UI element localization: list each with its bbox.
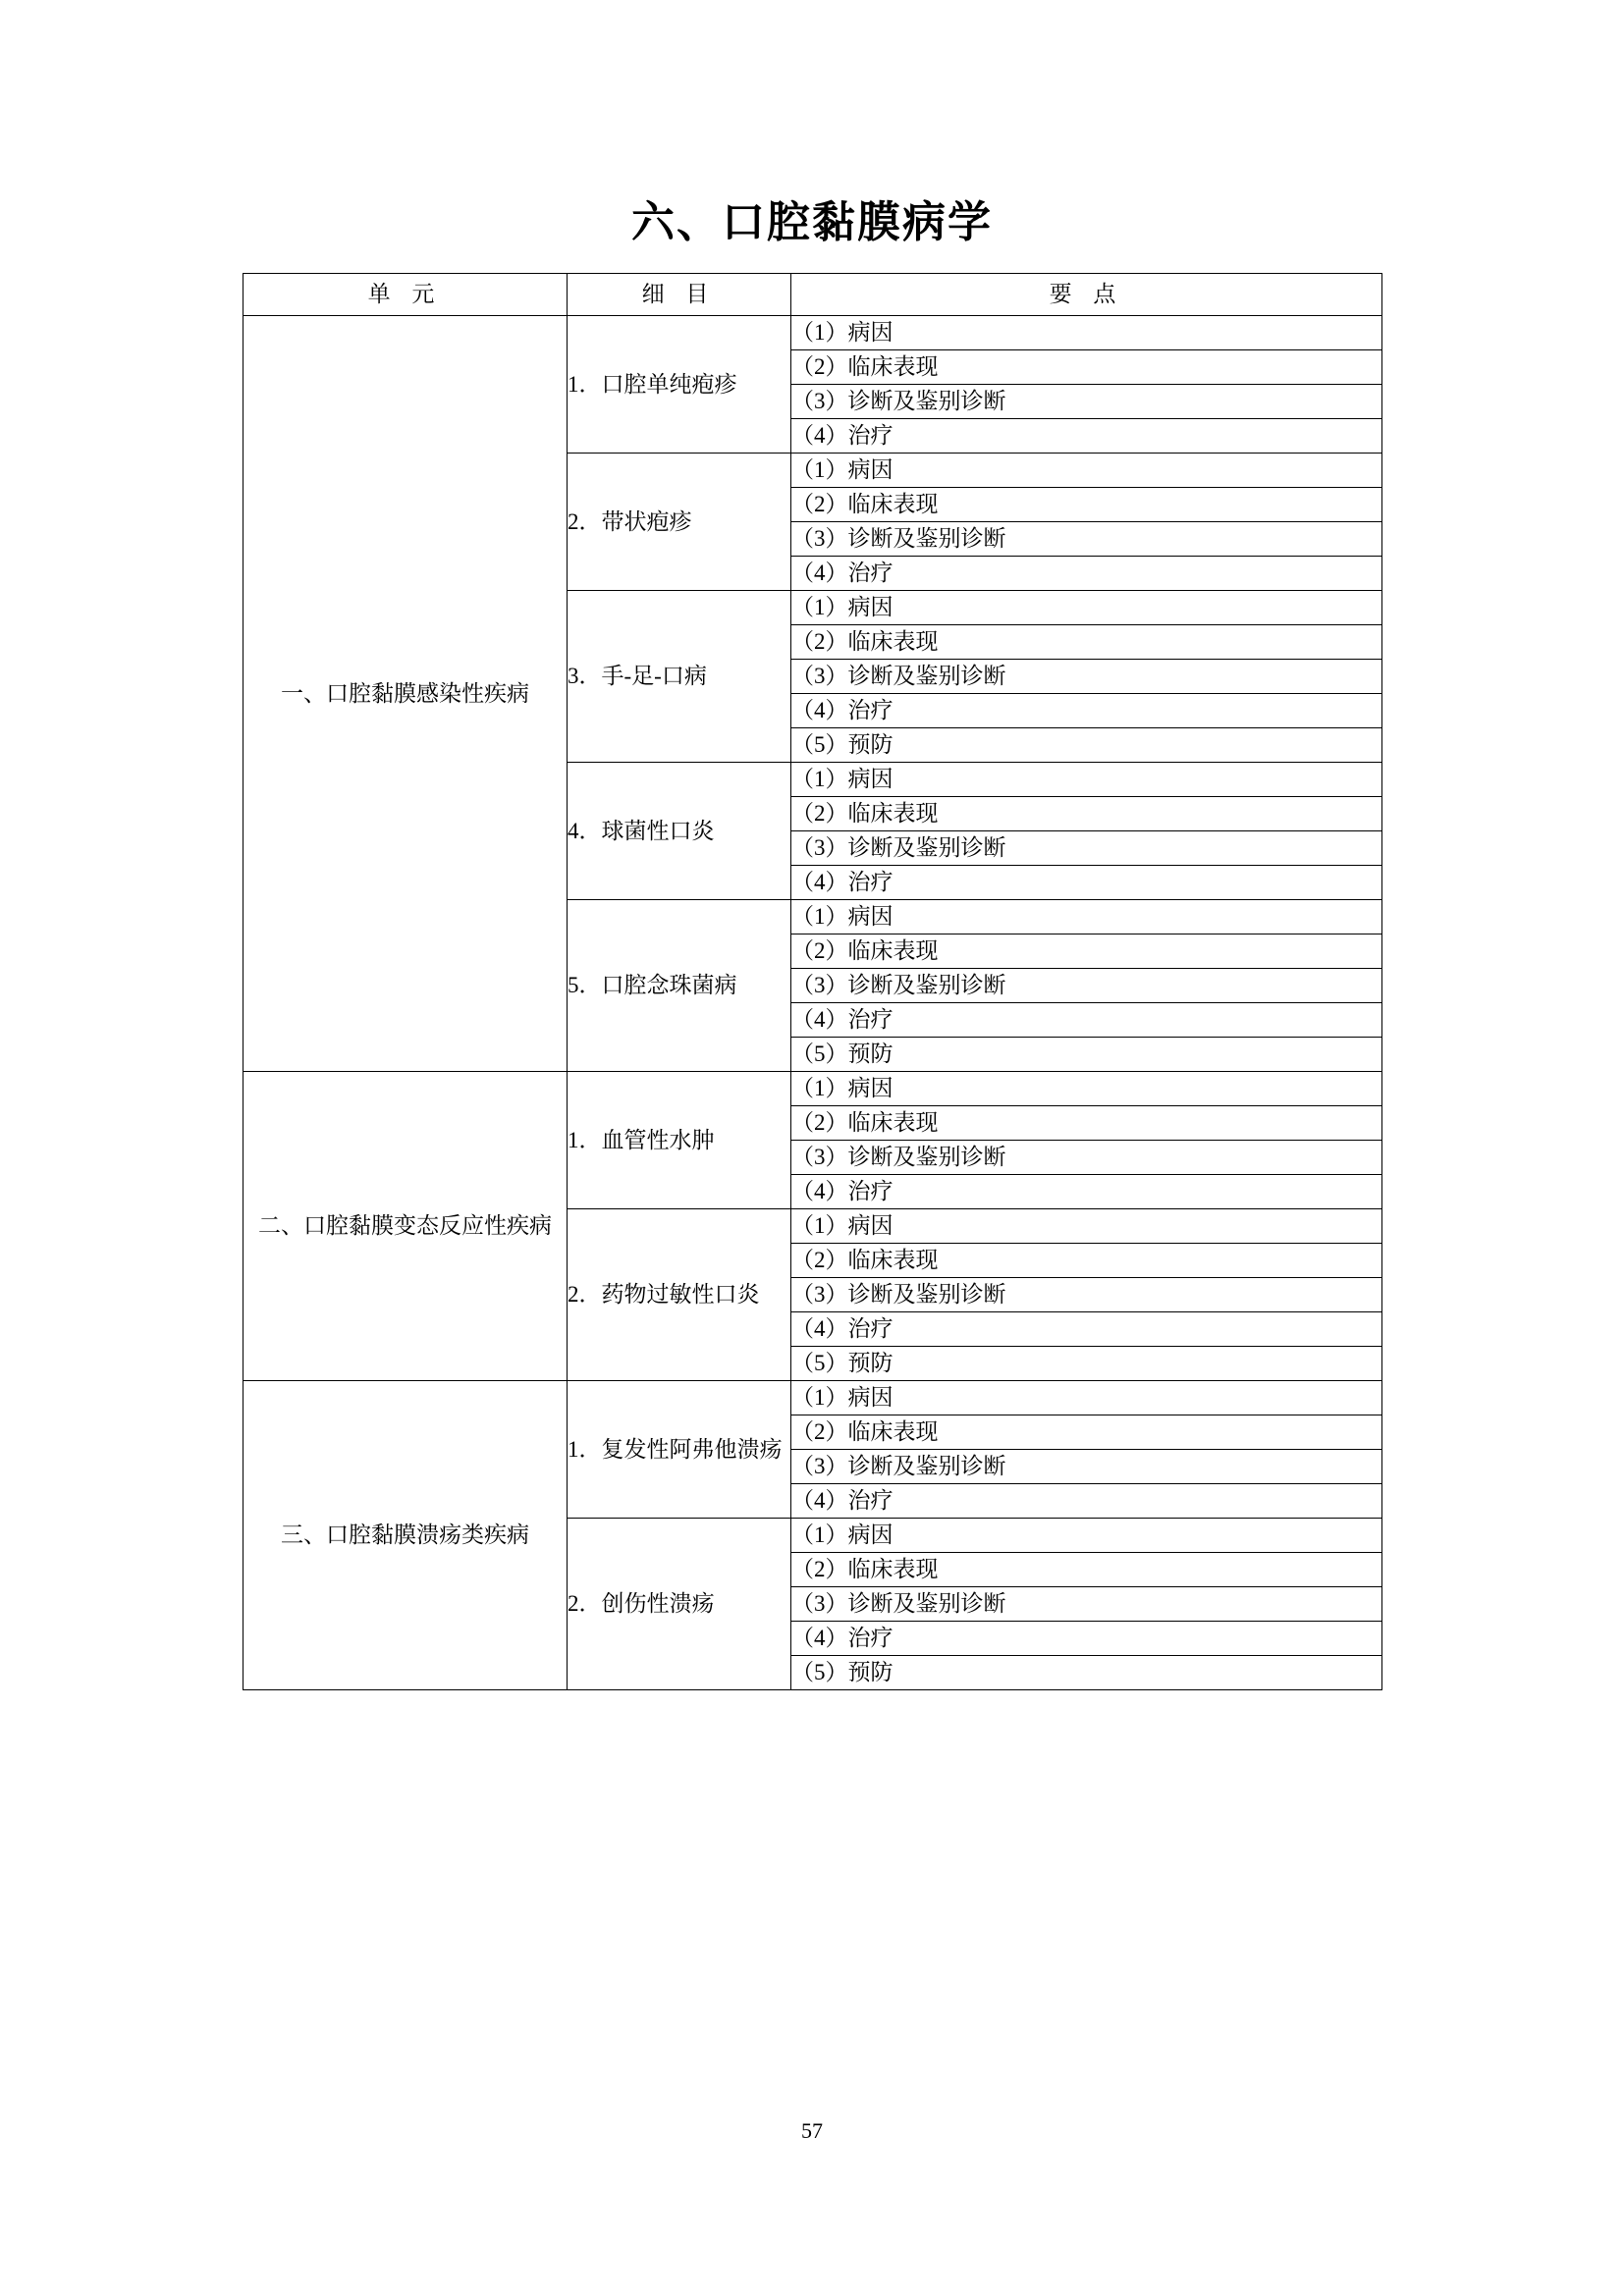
point-cell: （2）临床表现 bbox=[791, 797, 1382, 831]
point-cell: （4）治疗 bbox=[791, 1484, 1382, 1519]
subject-cell: 2．药物过敏性口炎 bbox=[568, 1209, 791, 1381]
unit-cell: 三、口腔黏膜溃疡类疾病 bbox=[244, 1381, 568, 1690]
point-cell: （2）临床表现 bbox=[791, 1415, 1382, 1450]
point-cell: （2）临床表现 bbox=[791, 625, 1382, 660]
point-cell: （3）诊断及鉴别诊断 bbox=[791, 1141, 1382, 1175]
point-cell: （5）预防 bbox=[791, 728, 1382, 763]
point-cell: （1）病因 bbox=[791, 1519, 1382, 1553]
point-cell: （2）临床表现 bbox=[791, 1553, 1382, 1587]
point-cell: （2）临床表现 bbox=[791, 934, 1382, 969]
table-row bbox=[244, 316, 1382, 350]
point-cell: （4）治疗 bbox=[791, 694, 1382, 728]
subject-cell: 1．血管性水肿 bbox=[568, 1072, 791, 1209]
point-cell: （1）病因 bbox=[791, 1209, 1382, 1244]
point-cell: （3）诊断及鉴别诊断 bbox=[791, 1450, 1382, 1484]
point-cell: （4）治疗 bbox=[791, 1312, 1382, 1347]
point-cell: （3）诊断及鉴别诊断 bbox=[791, 969, 1382, 1003]
point-cell: （4）治疗 bbox=[791, 866, 1382, 900]
point-cell: （3）诊断及鉴别诊断 bbox=[791, 660, 1382, 694]
unit-cell: 二、口腔黏膜变态反应性疾病 bbox=[244, 1072, 568, 1381]
point-cell: （3）诊断及鉴别诊断 bbox=[791, 1587, 1382, 1622]
subject-cell: 5．口腔念珠菌病 bbox=[568, 900, 791, 1072]
point-cell: （2）临床表现 bbox=[791, 350, 1382, 385]
table-header-row bbox=[244, 274, 1382, 316]
point-cell: （2）临床表现 bbox=[791, 1106, 1382, 1141]
page-number: 57 bbox=[801, 2118, 823, 2143]
table-row bbox=[244, 1381, 1382, 1415]
table-row bbox=[244, 1072, 1382, 1106]
point-cell: （3）诊断及鉴别诊断 bbox=[791, 385, 1382, 419]
table-header bbox=[244, 274, 1382, 316]
point-cell: （5）预防 bbox=[791, 1038, 1382, 1072]
subject-cell: 4．球菌性口炎 bbox=[568, 763, 791, 900]
point-cell: （4）治疗 bbox=[791, 557, 1382, 591]
point-cell: （1）病因 bbox=[791, 1381, 1382, 1415]
point-cell: （4）治疗 bbox=[791, 419, 1382, 454]
point-cell: （1）病因 bbox=[791, 900, 1382, 934]
point-cell: （1）病因 bbox=[791, 1072, 1382, 1106]
subject-cell: 3．手-足-口病 bbox=[568, 591, 791, 763]
table-body bbox=[244, 316, 1382, 1690]
column-header-points: 要 点 bbox=[791, 274, 1382, 316]
unit-cell: 一、口腔黏膜感染性疾病 bbox=[244, 316, 568, 1072]
subject-cell: 2．带状疱疹 bbox=[568, 454, 791, 591]
outline-table-container bbox=[243, 273, 1381, 1690]
point-cell: （3）诊断及鉴别诊断 bbox=[791, 1278, 1382, 1312]
point-cell: （4）治疗 bbox=[791, 1622, 1382, 1656]
column-header-unit: 单 元 bbox=[244, 274, 568, 316]
point-cell: （2）临床表现 bbox=[791, 1244, 1382, 1278]
point-cell: （4）治疗 bbox=[791, 1003, 1382, 1038]
point-cell: （2）临床表现 bbox=[791, 488, 1382, 522]
subject-cell: 2．创伤性溃疡 bbox=[568, 1519, 791, 1690]
point-cell: （5）预防 bbox=[791, 1347, 1382, 1381]
subject-cell: 1．口腔单纯疱疹 bbox=[568, 316, 791, 454]
point-cell: （5）预防 bbox=[791, 1656, 1382, 1690]
point-cell: （3）诊断及鉴别诊断 bbox=[791, 831, 1382, 866]
syllabus-table bbox=[243, 273, 1382, 1690]
point-cell: （1）病因 bbox=[791, 763, 1382, 797]
subject-cell: 1．复发性阿弗他溃疡 bbox=[568, 1381, 791, 1519]
point-cell: （1）病因 bbox=[791, 591, 1382, 625]
point-cell: （1）病因 bbox=[791, 454, 1382, 488]
point-cell: （3）诊断及鉴别诊断 bbox=[791, 522, 1382, 557]
column-header-subject: 细 目 bbox=[568, 274, 791, 316]
page-title: 六、口腔黏膜病学 bbox=[631, 198, 993, 246]
point-cell: （4）治疗 bbox=[791, 1175, 1382, 1209]
point-cell: （1）病因 bbox=[791, 316, 1382, 350]
